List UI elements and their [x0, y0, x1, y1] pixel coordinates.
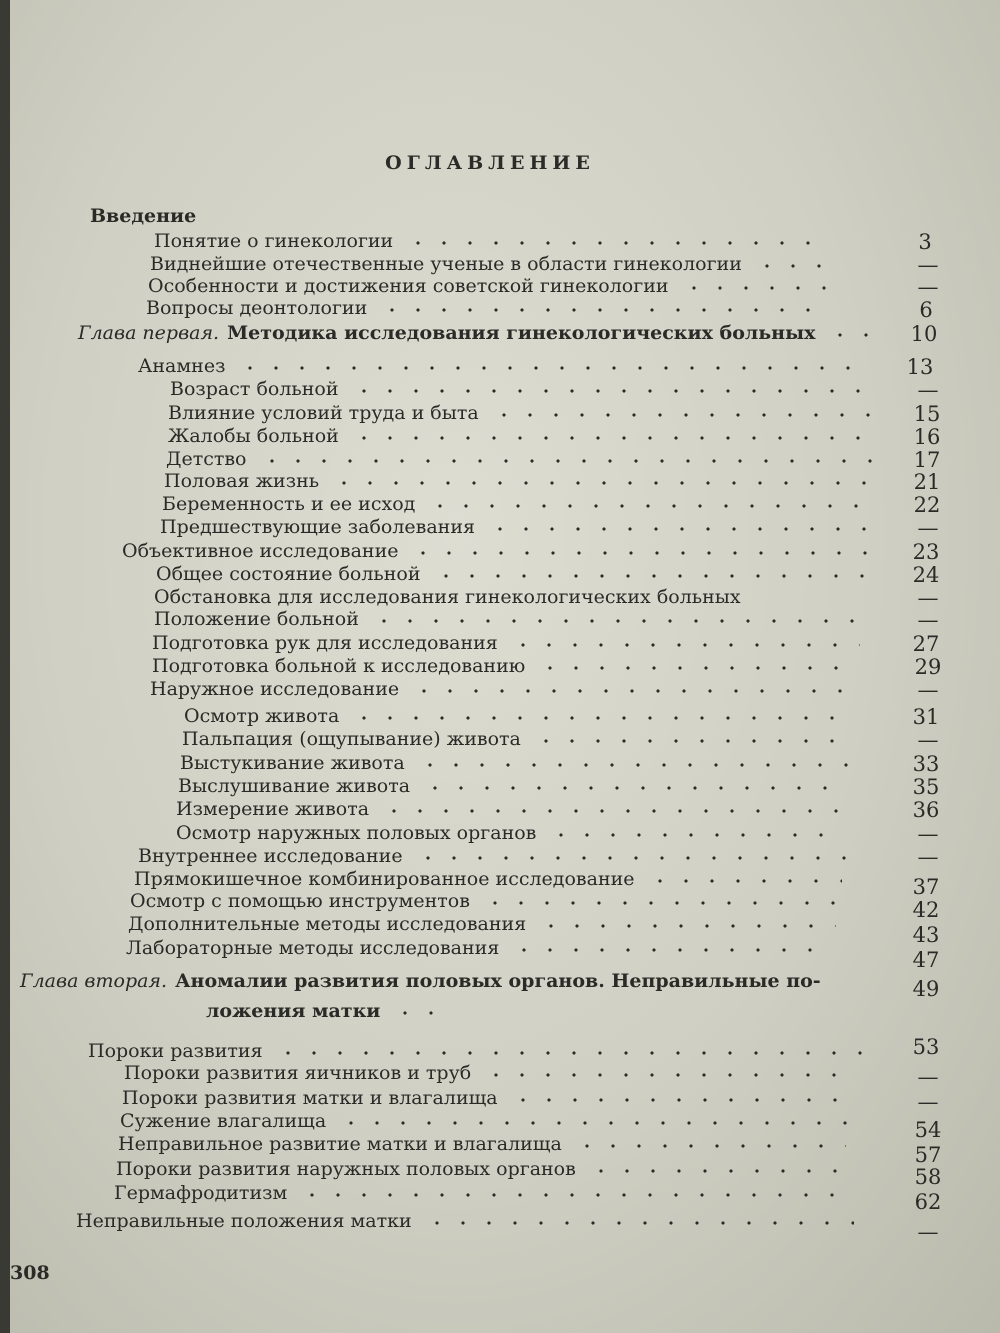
toc-page-number: 33	[912, 752, 940, 776]
toc-entry-label: Введение	[90, 205, 197, 227]
toc-page-number: 31	[912, 705, 940, 729]
toc-entry-label: Внутреннее исследование	[138, 845, 403, 867]
toc-page-number: —	[917, 1220, 939, 1244]
dot-leader	[351, 436, 876, 440]
dot-leader	[574, 1144, 846, 1148]
toc-page-number: 23	[912, 540, 940, 564]
toc-page-number: 27	[912, 632, 940, 656]
toc-entry-label: Выслушивание живота	[178, 775, 411, 797]
toc-entry-label: Детство	[166, 448, 247, 470]
dot-leader	[351, 716, 852, 720]
toc-entry-label: Обстановка для исследования гинекологических больных	[154, 586, 741, 608]
toc-entry-label: Аномалии развития половых органов. Неправильные по-	[175, 970, 821, 992]
page-title: ОГЛАВЛЕНИЕ	[385, 152, 595, 174]
toc-entry	[128, 913, 848, 939]
toc-entry-label: Жалобы больной	[168, 425, 339, 447]
toc-page-number: 3	[918, 230, 932, 254]
toc-entry	[126, 937, 846, 963]
toc-page-number: 49	[912, 977, 940, 1001]
dot-leader	[647, 879, 842, 883]
toc-page-number: —	[917, 586, 939, 610]
dot-leader	[405, 241, 832, 245]
toc-entry	[182, 728, 862, 754]
toc-page-number: —	[917, 608, 939, 632]
toc-page-number: —	[917, 678, 939, 702]
toc-entry-label: Методика исследования гинекологических больных	[227, 322, 816, 344]
dot-leader	[537, 666, 860, 670]
toc-entry-label: Измерение живота	[176, 798, 370, 820]
toc-entry	[160, 516, 880, 542]
toc-page-number: 62	[914, 1190, 942, 1214]
toc-entry-label: Пороки развития наружных половых органов	[116, 1158, 576, 1180]
toc-page-number: 37	[912, 875, 940, 899]
toc-page-number: —	[917, 253, 939, 277]
toc-entry-label: Осмотр живота	[184, 705, 340, 727]
dot-leader	[259, 459, 875, 463]
toc-page-number: 54	[914, 1118, 942, 1142]
toc-entry-label: Осмотр наружных половых органов	[176, 822, 537, 844]
toc-page-number: 24	[912, 563, 940, 587]
dot-leader	[392, 1011, 434, 1015]
dot-leader	[275, 1051, 866, 1055]
toc-entry	[90, 205, 220, 231]
toc-page-number: —	[917, 822, 939, 846]
dot-leader	[379, 308, 824, 312]
toc-page-number: 58	[914, 1165, 942, 1189]
toc-entry-label: Пороки развития яичников и труб	[124, 1062, 472, 1084]
toc-entry-label: Пальпация (ощупывание) живота	[182, 728, 521, 750]
toc-page-number: 6	[919, 298, 933, 322]
toc-page-number: 43	[912, 923, 940, 947]
toc-entry	[114, 1182, 854, 1208]
book-page	[10, 0, 1000, 1333]
toc-page-number: 42	[912, 898, 940, 922]
toc-entry-label: Гермафродитизм	[114, 1182, 288, 1204]
toc-chapter	[78, 322, 888, 348]
toc-page-number: 16	[913, 425, 941, 449]
toc-entry-label: Предшествующие заболевания	[160, 516, 475, 538]
toc-entry-label: Пороки развития матки и влагалища	[122, 1087, 498, 1109]
toc-entry	[116, 1158, 856, 1184]
toc-entry-label: Общее состояние больной	[156, 563, 421, 585]
dot-leader	[371, 619, 862, 623]
toc-entry-label: Неправильные положения матки	[76, 1210, 412, 1232]
dot-leader	[827, 333, 876, 337]
toc-page-number: 10	[910, 322, 938, 346]
toc-entry	[146, 297, 836, 323]
dot-leader	[510, 643, 860, 647]
dot-leader	[487, 527, 868, 531]
toc-page-number: —	[917, 275, 939, 299]
dot-leader	[410, 551, 870, 555]
toc-entry	[170, 378, 890, 404]
toc-page-number: —	[917, 845, 939, 869]
toc-entry-label: ложения матки	[206, 1000, 381, 1022]
toc-page-number: —	[917, 1090, 939, 1114]
chapter-prefix: Глава вторая.	[20, 970, 168, 992]
toc-entry-label: Вопросы деонтологии	[146, 297, 368, 319]
toc-chapter	[20, 970, 840, 996]
toc-entry-label: Подготовка больной к исследованию	[152, 655, 526, 677]
dot-leader	[417, 763, 848, 767]
toc-entry-label: Пороки развития	[88, 1040, 263, 1062]
toc-entry	[124, 1062, 864, 1088]
dot-leader	[422, 786, 846, 790]
toc-entry-label: Осмотр с помощью инструментов	[130, 890, 470, 912]
toc-entry	[76, 1210, 866, 1236]
toc-entry-label: Выстукивание живота	[180, 752, 405, 774]
dot-leader	[411, 689, 858, 693]
toc-page-number: —	[917, 378, 939, 402]
dot-leader	[510, 1098, 850, 1102]
toc-entry-label: Виднейшие отечественные ученые в области гинекологии	[150, 253, 742, 275]
toc-page-number: 22	[913, 493, 941, 517]
toc-entry-label: Наружное исследование	[150, 678, 400, 700]
dot-leader	[433, 574, 864, 578]
dot-leader	[381, 809, 844, 813]
toc-entry-label: Влияние условий труда и быта	[168, 402, 479, 424]
toc-entry-label: Возраст больной	[170, 378, 339, 400]
toc-chapter-continuation	[206, 1000, 446, 1026]
toc-page-number: 13	[906, 355, 934, 379]
toc-entry-label: Положение больной	[154, 608, 359, 630]
dot-leader	[491, 413, 876, 417]
toc-page-number: 57	[914, 1143, 942, 1167]
page-folio: 308	[10, 1262, 50, 1284]
toc-page-number: 47	[912, 948, 940, 972]
dot-leader	[415, 856, 846, 860]
dot-leader	[538, 924, 836, 928]
dot-leader	[681, 286, 826, 290]
toc-page-number: —	[917, 1065, 939, 1089]
dot-leader	[548, 833, 844, 837]
toc-page-number: 29	[914, 655, 942, 679]
toc-entry	[150, 678, 870, 704]
toc-page-number: 36	[912, 798, 940, 822]
chapter-prefix: Глава первая.	[78, 322, 220, 344]
toc-entry	[118, 1133, 858, 1159]
toc-entry-label: Прямокишечное комбинированное исследование	[134, 868, 635, 890]
toc-entry-label: Подготовка рук для исследования	[152, 632, 498, 654]
toc-page-number: 21	[913, 470, 941, 494]
toc-page-number: —	[917, 516, 939, 540]
dot-leader	[331, 481, 872, 485]
toc-entry-label: Неправильное развитие матки и влагалища	[118, 1133, 562, 1155]
dot-leader	[351, 389, 878, 393]
toc-entry-label: Понятие о гинекологии	[154, 230, 394, 252]
dot-leader	[237, 366, 866, 370]
toc-entry-label: Сужение влагалища	[120, 1110, 327, 1132]
toc-entry-label: Лабораторные методы исследования	[126, 937, 500, 959]
dot-leader	[338, 1121, 848, 1125]
toc-entry	[176, 798, 856, 824]
dot-leader	[754, 264, 828, 268]
toc-page-number: 35	[912, 775, 940, 799]
toc-entry-label: Объективное исследование	[122, 540, 399, 562]
toc-page-number: —	[917, 728, 939, 752]
toc-page-number: 17	[913, 448, 941, 472]
dot-leader	[424, 1221, 854, 1225]
toc-entry-label: Особенности и достижения советской гинекологии	[148, 275, 669, 297]
dot-leader	[511, 948, 834, 952]
toc-page-number: 15	[913, 402, 941, 426]
toc-entry-label: Анамнез	[138, 355, 226, 377]
dot-leader	[299, 1193, 842, 1197]
toc-page-number: 53	[912, 1035, 940, 1059]
dot-leader	[483, 1073, 852, 1077]
toc-entry-label: Дополнительные методы исследования	[128, 913, 527, 935]
toc-entry-label: Половая жизнь	[164, 470, 320, 492]
dot-leader	[588, 1169, 844, 1173]
toc-entry-label: Беременность и ее исход	[162, 493, 416, 515]
toc-entry	[154, 608, 874, 634]
dot-leader	[427, 504, 870, 508]
dot-leader	[482, 901, 838, 905]
dot-leader	[533, 739, 850, 743]
